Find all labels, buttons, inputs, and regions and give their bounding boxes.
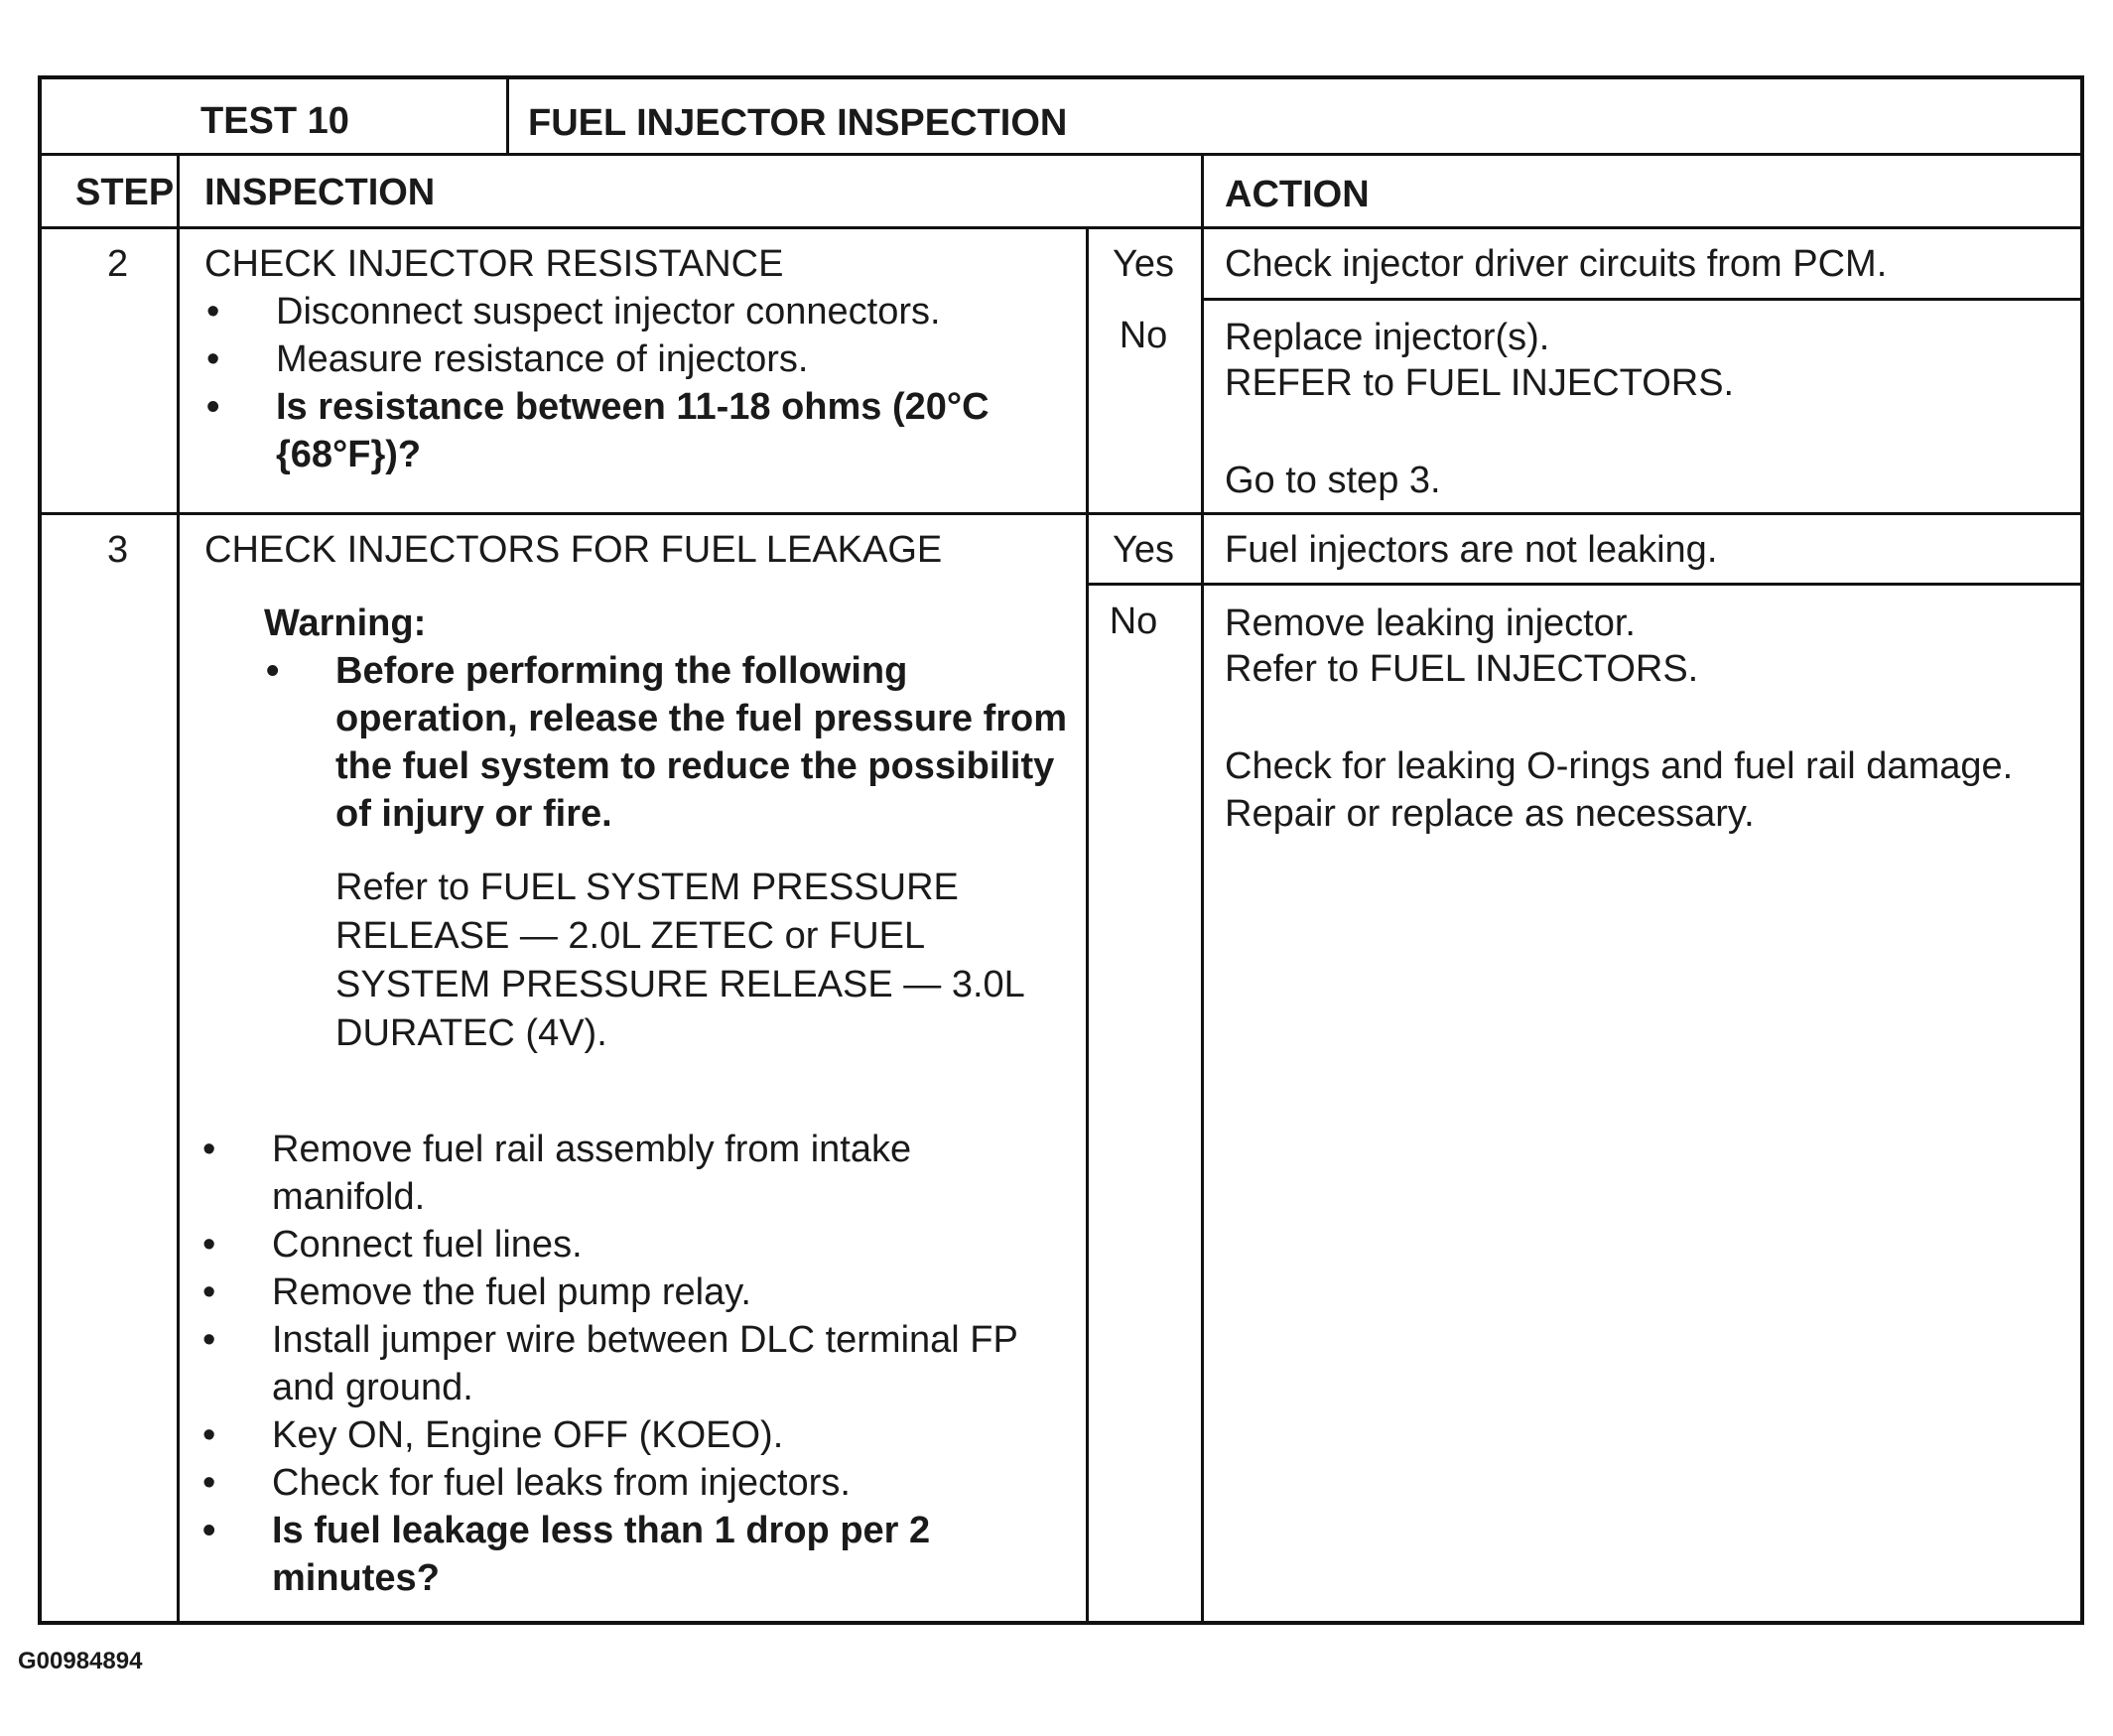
step2-yes-action: Check injector driver circuits from PCM. bbox=[1225, 243, 1888, 285]
step3-bullet-4: • Install jumper wire between DLC terminal FP and ground. bbox=[200, 1316, 1074, 1411]
step3-no-action-2: Refer to FUEL INJECTORS. bbox=[1225, 648, 1699, 690]
step3-yes-action: Fuel injectors are not leaking. bbox=[1225, 529, 1718, 571]
step2-no-action-1: Replace injector(s). bbox=[1225, 317, 1550, 358]
col-header-action: ACTION bbox=[1225, 174, 1370, 215]
step3-no-label: No bbox=[1109, 601, 1158, 642]
step3-bullet-5: • Key ON, Engine OFF (KOEO). bbox=[200, 1411, 1074, 1459]
step3-refer-text: Refer to FUEL SYSTEM PRESSURE RELEASE — 2.0L ZETEC or FUEL SYSTEM PRESSURE RELEASE — 3.0L DURATEC (4V). bbox=[335, 867, 1024, 1054]
step3-no-action-1: Remove leaking injector. bbox=[1225, 602, 1636, 644]
action-col-divider bbox=[1201, 153, 1204, 1625]
step2-no-label: No bbox=[1119, 315, 1168, 356]
header-bottom-line bbox=[38, 153, 2084, 156]
step3-no-action-3: Check for leaking O-rings and fuel rail damage. bbox=[1225, 745, 2014, 787]
step2-question: • Is resistance between 11-18 ohms (20°C {68°F})? bbox=[204, 383, 1068, 478]
columns-bottom-line bbox=[38, 226, 2084, 229]
step3-no-action-4: Repair or replace as necessary. bbox=[1225, 793, 1755, 835]
step3-bullet-1: • Remove fuel rail assembly from intake manifold. bbox=[200, 1126, 1074, 1221]
step2-bullet-list bbox=[204, 288, 1068, 478]
step2-number: 2 bbox=[107, 243, 129, 285]
step3-yes-divider bbox=[1088, 583, 2084, 586]
step2-title: CHECK INJECTOR RESISTANCE bbox=[204, 243, 784, 285]
step2-bottom-line bbox=[38, 512, 2084, 515]
step3-warning-list bbox=[264, 647, 1068, 838]
step3-warning-label: Warning: bbox=[264, 602, 427, 644]
step3-yes-label: Yes bbox=[1113, 529, 1174, 571]
step3-title: CHECK INJECTORS FOR FUEL LEAKAGE bbox=[204, 529, 943, 571]
yesno-col-divider bbox=[1086, 227, 1089, 1625]
step2-no-action-3: Go to step 3. bbox=[1225, 460, 1441, 501]
col-header-inspection: INSPECTION bbox=[204, 172, 436, 213]
step3-number: 3 bbox=[107, 529, 129, 571]
step2-bullet-2: • Measure resistance of injectors. bbox=[204, 335, 1068, 383]
step3-warning-text: • Before performing the following operation, release the fuel pressure from the fuel system to reduce the possibility of injury or fire. bbox=[264, 647, 1068, 838]
step2-bullet-1: • Disconnect suspect injector connectors. bbox=[204, 288, 1068, 335]
step3-bullet-6: • Check for fuel leaks from injectors. bbox=[200, 1459, 1074, 1507]
step-col-divider bbox=[177, 153, 180, 1625]
step3-warning bbox=[264, 600, 1068, 838]
step2-no-action-2: REFER to FUEL INJECTORS. bbox=[1225, 362, 1735, 404]
header-title-divider bbox=[506, 75, 509, 155]
step2-yes-label: Yes bbox=[1113, 243, 1174, 285]
test-title: FUEL INJECTOR INSPECTION bbox=[528, 102, 1068, 144]
step3-question: • Is fuel leakage less than 1 drop per 2 minutes? bbox=[200, 1507, 1074, 1602]
test-label: TEST 10 bbox=[200, 100, 349, 142]
step3-bullet-2: • Connect fuel lines. bbox=[200, 1221, 1074, 1269]
step2-inspection bbox=[204, 240, 1068, 478]
col-header-step: STEP bbox=[75, 172, 175, 213]
step3-bullet-list bbox=[200, 1126, 1074, 1602]
figure-id: G00984894 bbox=[18, 1648, 143, 1674]
step2-yes-divider bbox=[1203, 298, 2084, 301]
step3-bullet-3: • Remove the fuel pump relay. bbox=[200, 1269, 1074, 1316]
step3-inspection-steps bbox=[200, 1126, 1074, 1602]
